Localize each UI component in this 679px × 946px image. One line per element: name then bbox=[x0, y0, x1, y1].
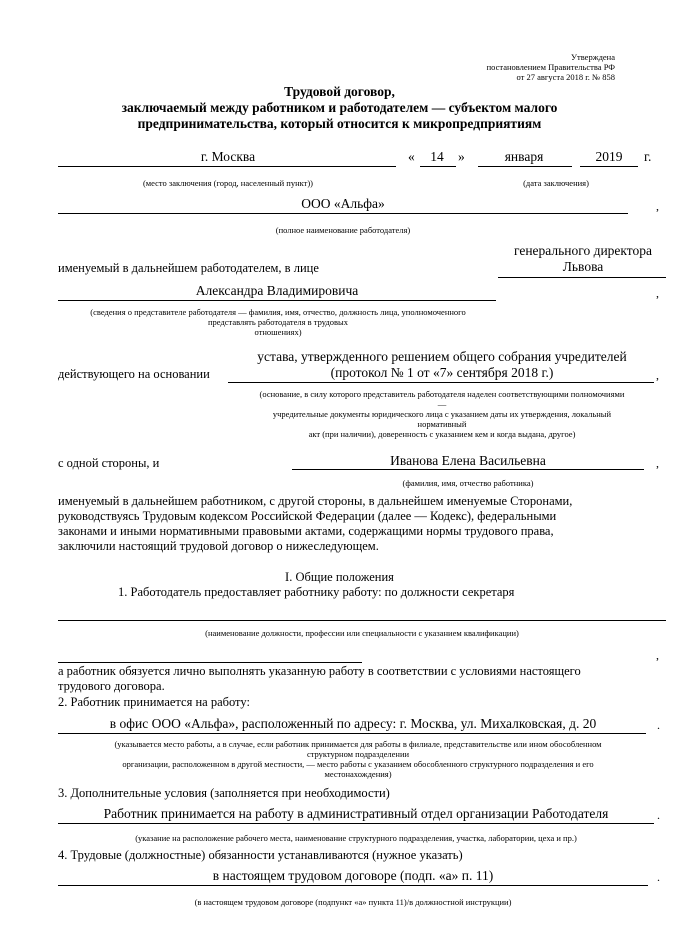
day-value: 14 bbox=[430, 149, 444, 164]
item-4-value: в настоящем трудовом договоре (подп. «а» п. 11) bbox=[212, 868, 494, 883]
date-caption: (дата заключения) bbox=[523, 178, 589, 188]
item-4-text: 4. Трудовые (должностные) обязанности устанавливаются (нужное указать) bbox=[58, 848, 463, 862]
item-2-caption-line-4: местонахождения) bbox=[324, 769, 392, 779]
place-caption: (место заключения (город, населенный пункт)) bbox=[142, 178, 314, 188]
item-3-value: Работник принимается на работу в административный отдел организации Работодателя bbox=[103, 806, 609, 821]
rep-position bbox=[498, 243, 668, 275]
year-suffix: г. bbox=[644, 149, 652, 164]
title-line-2: заключаемый между работником и работодателем — субъектом малого bbox=[121, 100, 558, 115]
item-4-dot: . bbox=[657, 870, 660, 884]
item-1-continuation bbox=[58, 664, 658, 694]
basis-comma: , bbox=[656, 368, 659, 382]
preamble bbox=[58, 494, 658, 554]
basis-caption-line-2: — bbox=[437, 399, 447, 409]
item-2-value: в офис ООО «Альфа», расположенный по адресу: г. Москва, ул. Михалковская, д. 20 bbox=[109, 716, 597, 731]
approval-line-1: Утверждена bbox=[570, 52, 615, 62]
item-1-comma: , bbox=[656, 648, 659, 662]
basis-value-line-1: устава, утвержденного решением общего собрания учредителей bbox=[257, 349, 627, 364]
basis-label: действующего на основании bbox=[58, 367, 210, 381]
city-underline bbox=[58, 166, 396, 167]
represented-by-label: именуемый в дальнейшем работодателем, в лице bbox=[58, 261, 319, 275]
employee-name: Иванова Елена Васильевна bbox=[390, 453, 546, 468]
title-line-1: Трудовой договор, bbox=[284, 84, 395, 99]
basis-caption-line-4: нормативный bbox=[417, 419, 467, 429]
day-quote-close: » bbox=[458, 149, 465, 164]
section-heading: I. Общие положения bbox=[285, 570, 394, 584]
title-line-3: предпринимательства, который относится к микропредприятиям bbox=[137, 116, 542, 131]
rep-position-underline bbox=[498, 277, 666, 278]
item-1-cont-line-2: трудового договора. bbox=[58, 679, 165, 693]
item-1-text: 1. Работодатель предоставляет работнику работу: по должности секретаря bbox=[118, 585, 515, 599]
item-2-caption-line-2: структурном подразделении bbox=[306, 749, 410, 759]
rep-caption-line-3: отношениях) bbox=[254, 327, 302, 337]
rep-caption bbox=[50, 307, 506, 337]
basis-underline bbox=[228, 382, 654, 383]
basis-value bbox=[228, 349, 656, 381]
approval-line-3: от 27 августа 2018 г. № 858 bbox=[516, 72, 615, 82]
employee-comma: , bbox=[656, 456, 659, 470]
city-value: г. Москва bbox=[200, 149, 256, 164]
item-2-dot: . bbox=[657, 718, 660, 732]
basis-caption-line-3: учредительные документы юридического лица с указанием даты их утверждения, локальный bbox=[272, 409, 612, 419]
preamble-line-3: законами и иными нормативными правовыми актами, содержащими нормы трудового права, bbox=[58, 524, 554, 538]
preamble-line-4: заключили настоящий трудовой договор о нижеследующем. bbox=[58, 539, 379, 553]
item-2-caption-line-3: организации, расположенном в другой местности, — место работы с указанием обособленного структурного подразделения и его bbox=[122, 759, 594, 769]
month-value: января bbox=[504, 149, 544, 164]
employee-caption: (фамилия, имя, отчество работника) bbox=[402, 478, 534, 488]
item-1-underline bbox=[58, 620, 666, 621]
item-3-caption: (указание на расположение рабочего места, наименование структурного подразделения, участка, лаборатории, цеха и пр.) bbox=[135, 833, 577, 843]
basis-value-line-2: (протокол № 1 от «7» сентября 2018 г.) bbox=[330, 365, 554, 380]
employer-underline bbox=[58, 213, 628, 214]
employer-comma: , bbox=[656, 199, 659, 213]
approval-block bbox=[487, 52, 615, 82]
basis-caption-line-5: акт (при наличии), доверенность с указанием кем и когда выдана, другое) bbox=[308, 429, 576, 439]
rep-name: Александра Владимировича bbox=[195, 283, 359, 298]
basis-caption bbox=[224, 389, 660, 439]
item-3-underline bbox=[58, 823, 654, 824]
document-title bbox=[0, 84, 679, 132]
employer-name: ООО «Альфа» bbox=[301, 196, 385, 211]
rep-name-underline bbox=[58, 300, 496, 301]
item-1-caption: (наименование должности, профессии или специальности с указанием квалификации) bbox=[205, 628, 519, 638]
rep-caption-line-1: (сведения о представителе работодателя — фамилия, имя, отчество, должность лица, уполномоченного bbox=[90, 307, 466, 317]
year-underline bbox=[580, 166, 638, 167]
month-underline bbox=[478, 166, 572, 167]
preamble-line-1: именуемый в дальнейшем работником, с другой стороны, в дальнейшем именуемые Сторонами, bbox=[58, 494, 573, 508]
item-2-text: 2. Работник принимается на работу: bbox=[58, 695, 250, 709]
one-side-label: с одной стороны, и bbox=[58, 456, 160, 470]
day-underline bbox=[420, 166, 456, 167]
item-4-caption: (в настоящем трудовом договоре (подпункт «а» пункта 11)/в должностной инструкции) bbox=[194, 897, 512, 907]
year-value: 2019 bbox=[595, 149, 623, 164]
item-2-caption bbox=[58, 739, 658, 779]
day-quote-open: « bbox=[408, 149, 415, 164]
rep-caption-line-2: представлять работодателя в трудовых bbox=[207, 317, 348, 327]
rep-position-line-1: генерального директора bbox=[513, 243, 653, 258]
employer-caption: (полное наименование работодателя) bbox=[275, 225, 411, 235]
item-4-underline bbox=[58, 885, 648, 886]
rep-name-comma: , bbox=[656, 286, 659, 300]
item-2-caption-line-1: (указывается место работы, а в случае, если работник принимается для работы в филиале, представительстве или ином обособленном bbox=[114, 739, 602, 749]
item-1-cont-underline bbox=[58, 662, 362, 663]
basis-caption-line-1: (основание, в силу которого представитель работодателя наделен соответствующими полномочиями bbox=[259, 389, 625, 399]
rep-position-line-2: Львова bbox=[562, 259, 604, 274]
item-3-text: 3. Дополнительные условия (заполняется при необходимости) bbox=[58, 786, 390, 800]
item-3-dot: . bbox=[657, 808, 660, 822]
item-2-underline bbox=[58, 733, 646, 734]
approval-line-2: постановлением Правительства РФ bbox=[486, 62, 615, 72]
employee-underline bbox=[292, 469, 644, 470]
preamble-line-2: руководствуясь Трудовым кодексом Российской Федерации (далее — Кодекс), федеральными bbox=[58, 509, 557, 523]
item-1-cont-line-1: а работник обязуется лично выполнять указанную работу в соответствии с условиями настоящего bbox=[58, 664, 581, 678]
